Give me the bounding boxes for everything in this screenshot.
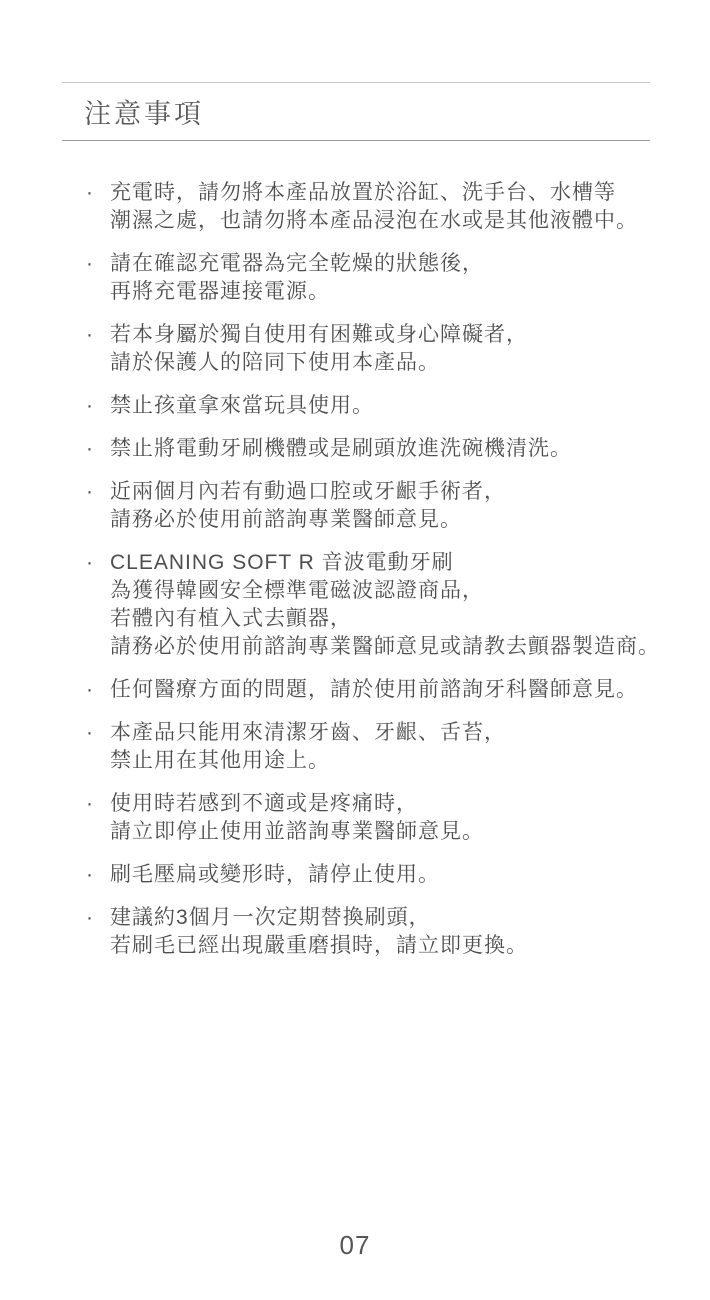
- precaution-text: [110, 250, 484, 306]
- precaution-item: [86, 861, 660, 889]
- precaution-text-line: 再將充電器連接電源。: [110, 280, 330, 303]
- precaution-text-line: 請務必於使用前諮詢專業醫師意見。: [110, 508, 462, 531]
- bullet-icon: ·: [86, 551, 93, 574]
- precautions-list: [86, 179, 660, 975]
- precaution-item: [86, 435, 660, 463]
- precaution-item: [86, 179, 660, 235]
- page-header: [62, 82, 650, 141]
- precaution-text-line: 禁止用在其他用途上。: [110, 749, 330, 772]
- precaution-item: [86, 549, 660, 661]
- precaution-text-line: 請於保護人的陪同下使用本產品。: [110, 351, 440, 374]
- precaution-text-line: 使用時若感到不適或是疼痛時，: [110, 792, 418, 815]
- bullet-icon: ·: [86, 394, 93, 417]
- precaution-text: [110, 790, 484, 846]
- precaution-item: [86, 321, 660, 377]
- precaution-text-line: 本產品只能用來清潔牙齒、牙齦、舌苔，: [110, 721, 506, 744]
- precaution-text-line: 近兩個月內若有動過口腔或牙齦手術者，: [110, 480, 506, 503]
- precaution-text-line: 潮濕之處，也請勿將本產品浸泡在水或是其他液體中。: [110, 209, 638, 232]
- precaution-text-line: 建議約3個月一次定期替換刷頭，: [110, 906, 431, 929]
- precaution-text: [110, 392, 374, 420]
- precaution-text-line: 任何醫療方面的問題，請於使用前諮詢牙科醫師意見。: [110, 678, 638, 701]
- precaution-text-line: 充電時，請勿將本產品放置於浴缸、洗手台、水槽等: [110, 181, 616, 204]
- precaution-text-line: 請在確認充電器為完全乾燥的狀態後，: [110, 252, 484, 275]
- precaution-item: [86, 719, 660, 775]
- precaution-text: [110, 321, 528, 377]
- precaution-text: [110, 719, 506, 775]
- precaution-text-line: 若刷毛已經出現嚴重磨損時，請立即更換。: [110, 934, 528, 957]
- precaution-text: [110, 549, 660, 661]
- precaution-text-line: 為獲得韓國安全標準電磁波認證商品，: [110, 579, 484, 602]
- precaution-item: [86, 790, 660, 846]
- precaution-text: [110, 179, 638, 235]
- precaution-text: [110, 435, 572, 463]
- bullet-icon: ·: [86, 252, 93, 275]
- precaution-item: [86, 478, 660, 534]
- precaution-text: [110, 904, 528, 960]
- bullet-icon: ·: [86, 792, 93, 815]
- bullet-icon: ·: [86, 678, 93, 701]
- precaution-item: [86, 392, 660, 420]
- precaution-item: [86, 904, 660, 960]
- bullet-icon: ·: [86, 863, 93, 886]
- bullet-icon: ·: [86, 906, 93, 929]
- precaution-text-line: 刷毛壓扁或變形時，請停止使用。: [110, 863, 440, 886]
- bullet-icon: ·: [86, 721, 93, 744]
- page-number: 07: [339, 1230, 371, 1260]
- bullet-icon: ·: [86, 323, 93, 346]
- bullet-icon: ·: [86, 181, 93, 204]
- precaution-text: [110, 676, 638, 704]
- precaution-text: [110, 861, 440, 889]
- precaution-text-line: 請立即停止使用並諮詢專業醫師意見。: [110, 820, 484, 843]
- precaution-text-line: 禁止孩童拿來當玩具使用。: [110, 394, 374, 417]
- bullet-icon: ·: [86, 437, 93, 460]
- bullet-icon: ·: [86, 480, 93, 503]
- precaution-text-line: CLEANING SOFT R 音波電動牙刷: [110, 551, 454, 574]
- precaution-text-line: 若本身屬於獨自使用有困難或身心障礙者，: [110, 323, 528, 346]
- precaution-item: [86, 250, 660, 306]
- page-title: 注意事項: [84, 99, 204, 129]
- precaution-text-line: 請務必於使用前諮詢專業醫師意見或請教去顫器製造商。: [110, 635, 660, 658]
- precaution-item: [86, 676, 660, 704]
- precaution-text: [110, 478, 506, 534]
- precaution-text-line: 禁止將電動牙刷機體或是刷頭放進洗碗機清洗。: [110, 437, 572, 460]
- precaution-text-line: 若體內有植入式去顫器，: [110, 607, 352, 630]
